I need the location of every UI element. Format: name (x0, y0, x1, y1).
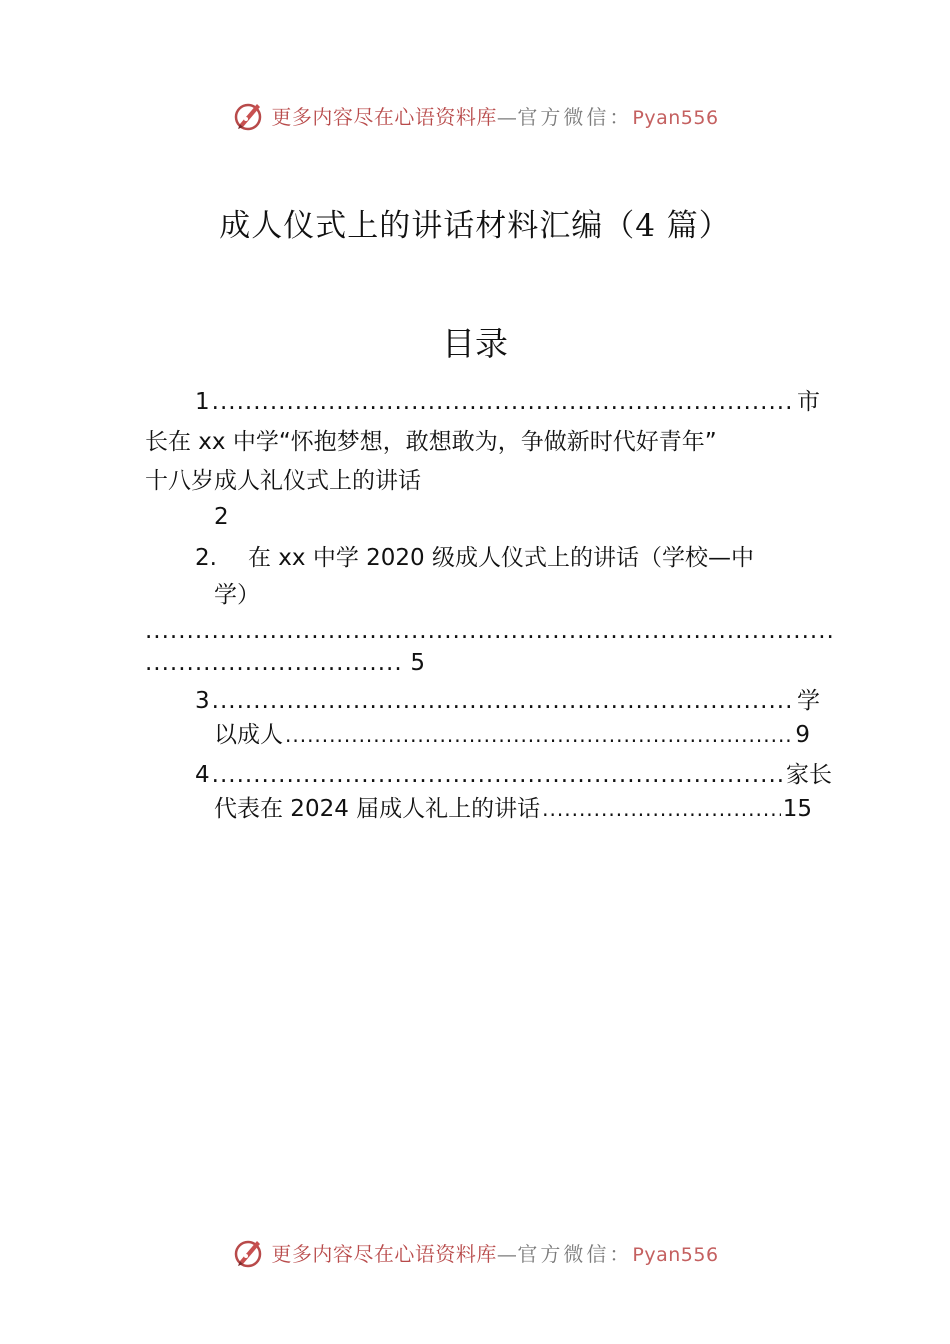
watermark-official: 官方微信： (517, 1241, 633, 1266)
watermark-dash: — (496, 1241, 518, 1266)
toc-entry-4-page: 15 (782, 796, 812, 822)
toc-entry-number: 1 (195, 389, 210, 415)
header-watermark (0, 95, 950, 135)
toc-entry-4-line1[interactable] (195, 760, 832, 790)
toc-entry-3-page: 9 (795, 722, 810, 748)
watermark-main: 更多内容尽在心语资料库 (271, 104, 497, 129)
toc-leader-dots (542, 794, 781, 824)
watermark-text (271, 1238, 718, 1267)
toc-leader-dots (212, 387, 795, 417)
footer-watermark (0, 1232, 950, 1272)
watermark-wechat-id: Pyan556 (632, 1243, 719, 1266)
toc-entry-title: 以成人 (214, 722, 283, 748)
toc-entry-1-line3[interactable]: 十八岁成人礼仪式上的讲话 (145, 468, 421, 494)
toc-entry-3-line1[interactable] (195, 686, 820, 716)
toc-entry-2-page-row[interactable] (145, 648, 425, 678)
toc-entry-2-line1[interactable]: 在 xx 中学 2020 级成人仪式上的讲话（学校—中 (248, 545, 754, 571)
toc-entry-title-tail: 家长 (786, 762, 832, 788)
toc-entry-number: 4 (195, 762, 210, 788)
toc-entry-title: 代表在 2024 届成人礼上的讲话 (214, 796, 541, 822)
watermark-main: 更多内容尽在心语资料库 (271, 1241, 497, 1266)
toc-leader-dots (145, 648, 404, 678)
toc-entry-1-line1[interactable] (195, 387, 820, 417)
toc-leader-dots (212, 686, 795, 716)
toc-entry-2-number: 2. (195, 545, 217, 571)
toc-entry-title-tail: 学 (797, 688, 820, 714)
watermark-text (271, 101, 718, 130)
toc-entry-number: 3 (195, 688, 210, 714)
toc-leader-dots (145, 616, 833, 646)
toc-entry-4-line2[interactable] (214, 794, 812, 824)
document-title: 成人仪式上的讲话材料汇编（4 篇） (219, 208, 731, 244)
toc-entry-2-page: 5 (410, 650, 425, 676)
watermark-official: 官方微信： (517, 104, 633, 129)
toc-heading: 目录 (442, 324, 508, 363)
toc-leader-dots (285, 720, 793, 750)
toc-leader-dots (212, 760, 784, 790)
toc-entry-2-leader-full (145, 616, 833, 646)
pen-logo-icon (231, 1235, 265, 1269)
toc-entry-title-tail: 市 (797, 389, 820, 415)
pen-logo-icon (231, 98, 265, 132)
toc-entry-3-line2[interactable] (214, 720, 810, 750)
watermark-dash: — (496, 104, 518, 129)
toc-entry-1-line2[interactable]: 长在 xx 中学“怀抱梦想，敢想敢为，争做新时代好青年” (145, 429, 717, 455)
toc-entry-2-line2[interactable]: 学） (214, 582, 260, 608)
watermark-wechat-id: Pyan556 (632, 106, 719, 129)
toc-entry-1-page[interactable]: 2 (214, 504, 229, 530)
